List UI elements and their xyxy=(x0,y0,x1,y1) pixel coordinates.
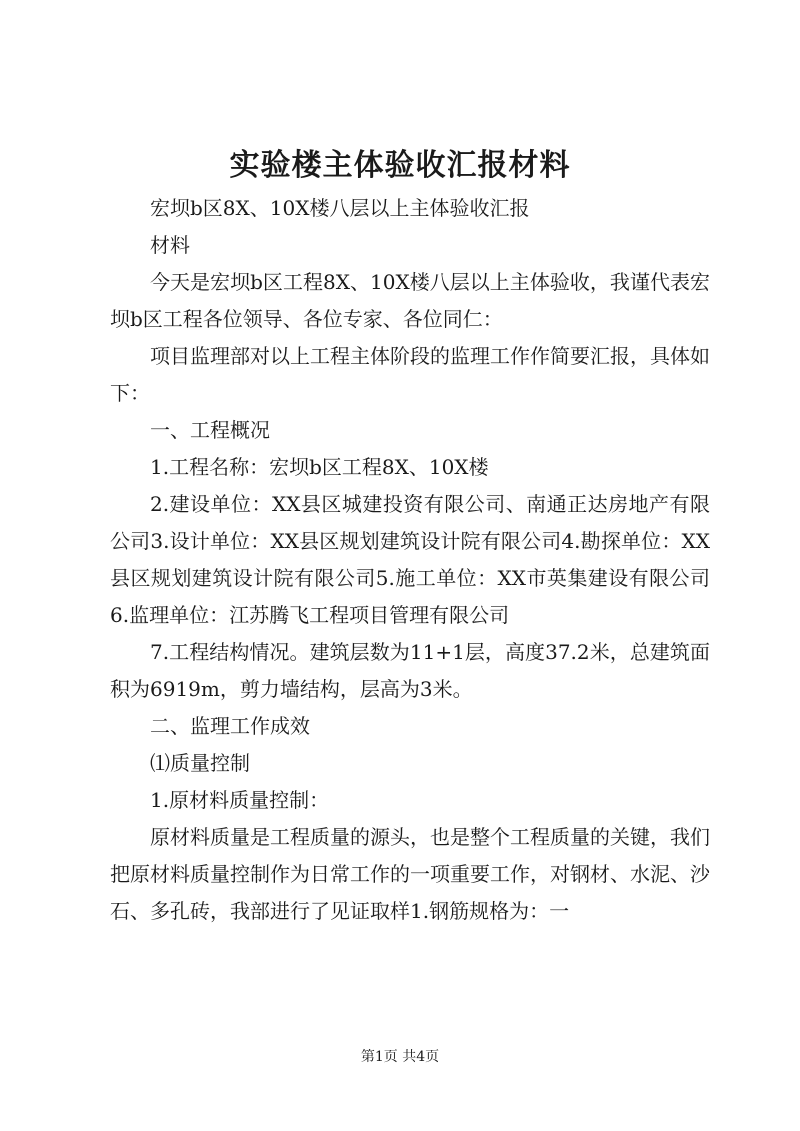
paragraph: 今天是宏坝b区工程8X、10X楼八层以上主体验收，我谨代表宏坝b区工程各位领导、各位专家、各位同仁： xyxy=(110,270,710,331)
paragraph: 1.工程名称：宏坝b区工程8X、10X楼 xyxy=(150,455,489,479)
subsection-heading: ⑴质量控制 xyxy=(150,751,250,775)
document-body xyxy=(110,190,710,930)
paragraph: 材料 xyxy=(150,233,190,257)
paragraph: 宏坝b区8X、10X楼八层以上主体验收汇报 xyxy=(150,196,530,220)
section-heading: 二、监理工作成效 xyxy=(150,714,310,738)
page-footer: 第1页 共4页 xyxy=(360,1049,440,1065)
paragraph: 项目监理部对以上工程主体阶段的监理工作作简要汇报，具体如下： xyxy=(110,344,710,405)
paragraph: 1.原材料质量控制： xyxy=(150,788,330,812)
paragraph: 原材料质量是工程质量的源头，也是整个工程质量的关键，我们把原材料质量控制作为日常工作的一项重要工作，对钢材、水泥、沙石、多孔砖，我部进行了见证取样1.钢筋规格为：一 xyxy=(110,825,710,923)
paragraph: 2.建设单位：XX县区城建投资有限公司、南通正达房地产有限公司3.设计单位：XX县区规划建筑设计院有限公司4.勘探单位：XX县区规划建筑设计院有限公司5.施工单位：XX市英集建设有限公司6.监理单位：江苏腾飞工程项目管理有限公司 xyxy=(110,492,710,627)
paragraph: 7.工程结构情况。建筑层数为11+1层，高度37.2米，总建筑面积为6919m，剪力墙结构，层高为3米。 xyxy=(110,640,710,701)
section-heading: 一、工程概况 xyxy=(150,418,270,442)
document-title: 实验楼主体验收汇报材料 xyxy=(229,148,571,183)
